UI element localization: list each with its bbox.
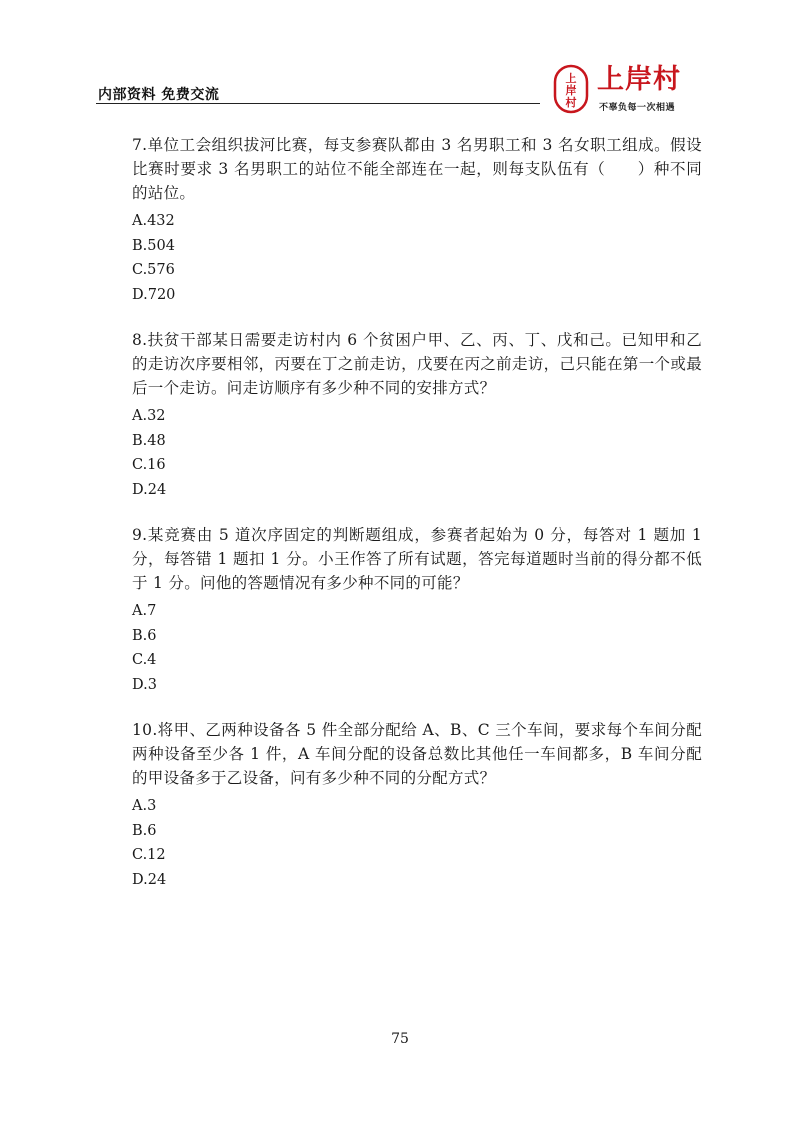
option-list xyxy=(132,599,702,697)
question-stem: 9.某竞赛由 5 道次序固定的判断题组成，参赛者起始为 0 分，每答对 1 题加 1 分，每答错 1 题扣 1 分。小王作答了所有试题，答完每道题时当前的得分都不低于 1 分。问他的答题情况有多少种不同的可能？ xyxy=(132,526,702,592)
option-b: B.6 xyxy=(132,822,157,839)
option-a: A.32 xyxy=(132,408,166,424)
question-8 xyxy=(132,328,702,502)
option-d: D.24 xyxy=(132,871,167,888)
option-b: B.504 xyxy=(132,237,175,254)
brand-name: 上岸村 xyxy=(597,64,681,95)
option-d: D.24 xyxy=(132,481,167,498)
page-number: 75 xyxy=(391,1031,409,1047)
header-divider xyxy=(96,103,540,104)
question-stem: 10.将甲、乙两种设备各 5 件全部分配给 A、B、C 三个车间，要求每个车间分配两种设备至少各 1 件，A 车间分配的设备总数比其他任一车间都多，B 车间分配的甲设备多于乙设备，问有多少种不同的分配方式？ xyxy=(132,721,702,787)
brand-logo xyxy=(553,64,713,120)
option-list xyxy=(132,794,702,892)
option-a: A.7 xyxy=(132,603,157,619)
option-c: C.16 xyxy=(132,457,166,473)
seal-icon xyxy=(553,64,589,114)
option-c: C.576 xyxy=(132,262,175,278)
question-list xyxy=(132,133,702,913)
question-9 xyxy=(132,523,702,697)
svg-text:岸: 岸 xyxy=(565,84,577,97)
header-label: 内部资料 免费交流 xyxy=(98,87,220,103)
option-a: A.3 xyxy=(132,798,157,814)
option-b: B.6 xyxy=(132,627,157,644)
brand-slogan: 不辜负每一次相遇 xyxy=(599,103,676,113)
question-10 xyxy=(132,718,702,892)
option-d: D.3 xyxy=(132,676,157,693)
question-stem: 7.单位工会组织拔河比赛，每支参赛队都由 3 名男职工和 3 名女职工组成。假设比赛时要求 3 名男职工的站位不能全部连在一起，则每支队伍有（ ）种不同的站位。 xyxy=(132,136,702,202)
option-c: C.4 xyxy=(132,652,157,668)
question-7 xyxy=(132,133,702,307)
option-a: A.432 xyxy=(132,213,175,229)
option-c: C.12 xyxy=(132,847,166,863)
svg-text:村: 村 xyxy=(565,96,577,109)
question-stem: 8.扶贫干部某日需要走访村内 6 个贫困户甲、乙、丙、丁、戊和己。已知甲和乙的走访次序要相邻，丙要在丁之前走访，戊要在丙之前走访，己只能在第一个或最后一个走访。问走访顺序有多少种不同的安排方式？ xyxy=(132,331,702,397)
option-d: D.720 xyxy=(132,286,176,303)
option-list xyxy=(132,209,702,307)
option-list xyxy=(132,404,702,502)
option-b: B.48 xyxy=(132,432,166,449)
svg-text:上: 上 xyxy=(565,72,577,85)
